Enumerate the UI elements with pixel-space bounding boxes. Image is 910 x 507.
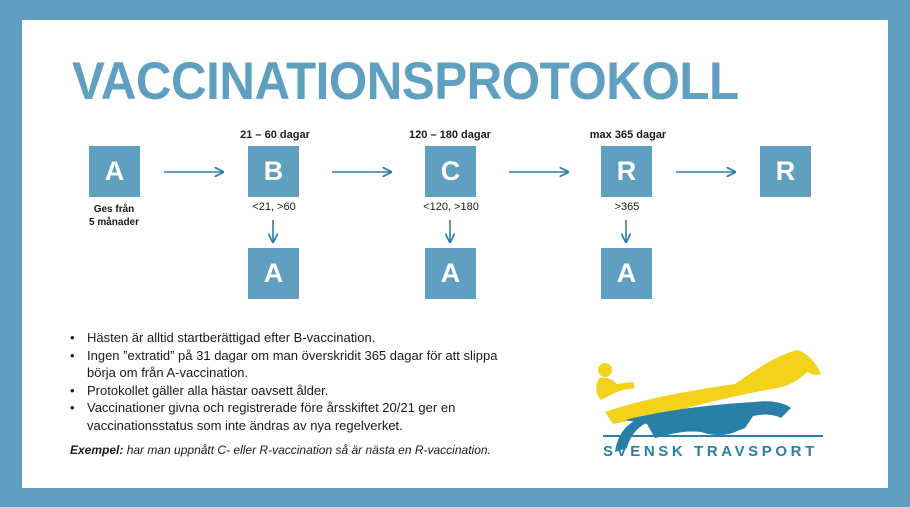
start-note-line2: 5 månader bbox=[88, 217, 140, 228]
step-box-b: B bbox=[248, 146, 299, 197]
example-text: har man uppnått C- eller R-vaccination så är nästa en R-vaccination. bbox=[123, 443, 491, 457]
list-item: • Vaccinationer givna och registrerade före årsskiftet 20/21 ger en vaccinationsstatus som inte ändras av nya regelverket. bbox=[70, 399, 520, 434]
step-box-r: R bbox=[601, 146, 652, 197]
list-item: • Hästen är alltid startberättigad efter B-vaccination. bbox=[70, 329, 520, 347]
logo-text: SVENSK TRAVSPORT bbox=[603, 443, 818, 460]
rules-list bbox=[70, 329, 520, 434]
reset-box-b: A bbox=[248, 248, 299, 299]
reset-box-r: A bbox=[601, 248, 652, 299]
threshold-label-c: <120, >180 bbox=[423, 201, 479, 213]
interval-label-b: 21 – 60 dagar bbox=[240, 129, 310, 141]
list-item: • Ingen ”extratid” på 31 dagar om man överskridit 365 dagar för att slippa börja om från A-vaccination. bbox=[70, 347, 520, 382]
reset-box-c: A bbox=[425, 248, 476, 299]
example-label: Exempel: bbox=[70, 443, 124, 457]
example-note bbox=[70, 443, 491, 457]
interval-label-r: max 365 dagar bbox=[589, 129, 667, 141]
start-note-line1: Ges från bbox=[93, 204, 135, 215]
threshold-label-r: >365 bbox=[614, 201, 640, 213]
logo-driver-body bbox=[596, 377, 635, 400]
list-item: • Protokollet gäller alla hästar oavsett ålder. bbox=[70, 382, 520, 400]
interval-label-c: 120 – 180 dagar bbox=[409, 129, 491, 141]
step-box-c: C bbox=[425, 146, 476, 197]
step-box-a: A bbox=[89, 146, 140, 197]
logo-driver-head bbox=[598, 363, 612, 377]
step-box-r-repeat: R bbox=[760, 146, 811, 197]
page-title: VACCINATIONSPROTOKOLL bbox=[72, 52, 739, 111]
threshold-label-b: <21, >60 bbox=[252, 201, 296, 213]
